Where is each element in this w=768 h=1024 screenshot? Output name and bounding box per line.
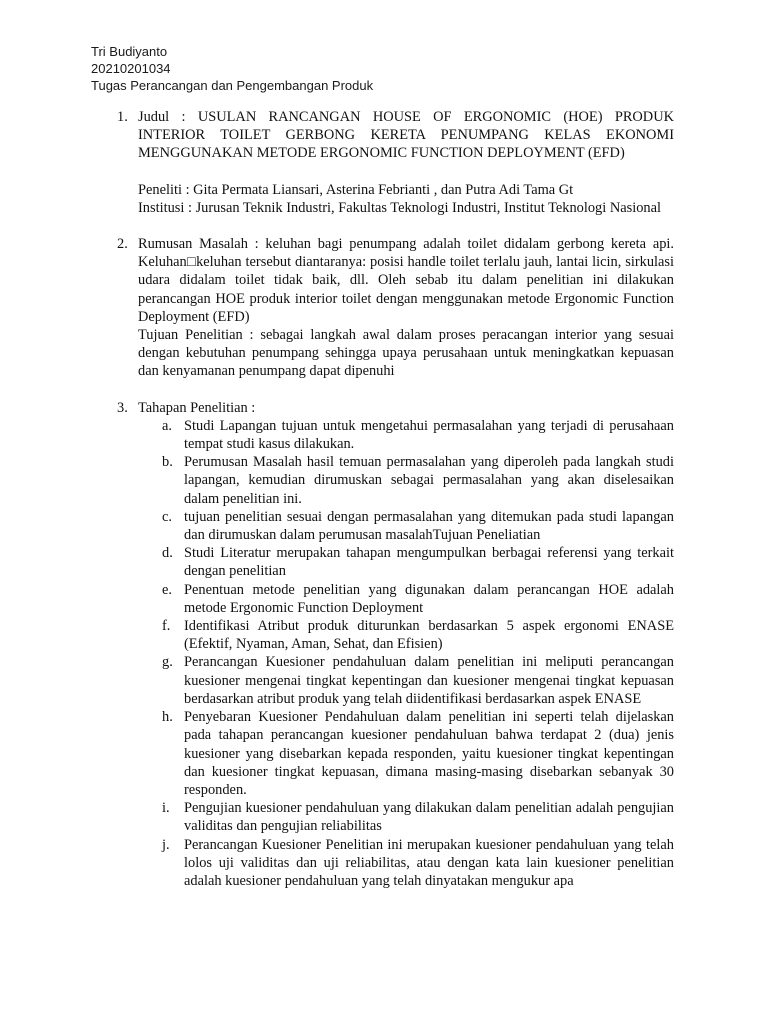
step-text: Studi Lapangan tujuan untuk mengetahui permasalahan yang terjadi di perusahaan tempat studi kasus dilakukan.: [184, 417, 674, 453]
step-text: Perancangan Kuesioner Penelitian ini merupakan kuesioner pendahuluan yang telah lolos uji validitas dan uji reliabilitas, atau dengan kata lain kuesioner penelitian adalah kuesioner pendahuluan yang telah dinyatakan mengukur apa: [184, 836, 674, 889]
step-item: [138, 617, 674, 653]
research-objective: Tujuan Penelitian : sebagai langkah awal dalam proses peracangan interior yang sesuai dengan kebutuhan penumpang sehingga upaya perusahaan untuk meningkatkan kepuasan dan kenyamanan penumpang dapat dipenuhi: [138, 327, 674, 380]
step-letter: d.: [162, 545, 173, 562]
step-item: [138, 799, 674, 835]
step-text: Studi Literatur merupakan tahapan mengumpulkan berbagai referensi yang terkait dengan penelitian: [184, 545, 674, 580]
step-text: Identifikasi Atribut produk diturunkan berdasarkan 5 aspek ergonomi ENASE (Efektif, Nyaman, Aman, Sehat, dan Efisien): [184, 618, 674, 653]
step-item: [138, 544, 674, 580]
steps-list: [138, 417, 674, 890]
author-name: Tri Budiyanto: [91, 44, 168, 59]
step-text: Pengujian kuesioner pendahuluan yang dilakukan dalam penelitian adalah pengujian validitas dan pengujian reliabilitas: [184, 800, 674, 835]
list-item-tahapan: [117, 399, 674, 890]
step-item: [138, 417, 674, 453]
list-item-judul: [117, 108, 674, 217]
item-number: 2.: [117, 236, 128, 253]
step-letter: e.: [162, 581, 172, 598]
list-item-rumusan: [117, 235, 674, 381]
step-letter: c.: [162, 508, 172, 525]
step-text: Penyebaran Kuesioner Pendahuluan dalam penelitian ini seperti telah dijelaskan pada tahapan perancangan kuesioner pendahuluan bahwa terdapat 2 (dua) jenis kuesioner yang disebarkan kepada responden, yaitu kuesioner tingkat kepentingan dan kuesioner tingkat kepuasan, dimana masing-masing disebarkan sebanyak 30 responden.: [184, 709, 674, 798]
researchers: Peneliti : Gita Permata Liansari, Asterina Febrianti , dan Putra Adi Tama Gt: [138, 181, 574, 198]
steps-heading: Tahapan Penelitian :: [138, 399, 256, 416]
document-body: [117, 108, 674, 890]
step-text: Perumusan Masalah hasil temuan permasalahan yang diperoleh pada langkah studi lapangan, kemudian dirumuskan sebagai permasalahan yang akan diselesaikan dalam penelitian ini.: [184, 454, 674, 507]
course-title: Tugas Perancangan dan Pengembangan Produk: [91, 78, 374, 93]
step-item: [138, 508, 674, 544]
student-id: 20210201034: [91, 61, 171, 76]
document-header: [91, 43, 373, 94]
problem-statement: Rumusan Masalah : keluhan bagi penumpang adalah toilet didalam gerbong kereta api. Keluhan□keluhan tersebut diantaranya: posisi handle toilet terlalu jauh, lantai licin, sirkulasi udara didalam toilet tidak baik, dll. Oleh sebab itu dalam penelitian ini dilakukan perancangan HOE produk interior toilet dengan menggunakan metode Ergonomic Function Deployment (EFD): [138, 236, 674, 325]
step-item: [138, 653, 674, 708]
research-title: Judul : USULAN RANCANGAN HOUSE OF ERGONOMIC (HOE) PRODUK INTERIOR TOILET GERBONG KERETA PENUMPANG KELAS EKONOMI MENGGUNAKAN METODE ERGONOMIC FUNCTION DEPLOYMENT (EFD): [138, 109, 674, 162]
step-letter: j.: [162, 836, 170, 853]
step-text: tujuan penelitian sesuai dengan permasalahan yang ditemukan pada studi lapangan dan dirumuskan dalam perumusan masalahTujuan Peneliatian: [184, 508, 674, 544]
step-letter: a.: [162, 417, 172, 434]
step-letter: f.: [162, 618, 171, 635]
step-item: [138, 708, 674, 799]
item-number: 3.: [117, 399, 128, 416]
step-item: [138, 453, 674, 508]
step-text: Perancangan Kuesioner pendahuluan dalam penelitian ini meliputi perancangan kuesioner mengenai tingkat kepentingan dan kuesioner mengenai tingkat kepuasan berdasarkan atribut produk yang telah diidentifikasi berdasarkan aspek ENASE: [184, 654, 674, 707]
step-letter: b.: [162, 454, 173, 471]
step-letter: h.: [162, 709, 173, 726]
institution: Institusi : Jurusan Teknik Industri, Fakultas Teknologi Industri, Institut Teknologi Nasional: [138, 199, 662, 216]
step-item: [138, 581, 674, 617]
step-item: [138, 836, 674, 891]
step-letter: i.: [162, 800, 170, 817]
step-letter: g.: [162, 654, 173, 671]
step-text: Penentuan metode penelitian yang digunakan dalam perancangan HOE adalah metode Ergonomic Function Deployment: [184, 581, 674, 616]
item-number: 1.: [117, 109, 128, 125]
